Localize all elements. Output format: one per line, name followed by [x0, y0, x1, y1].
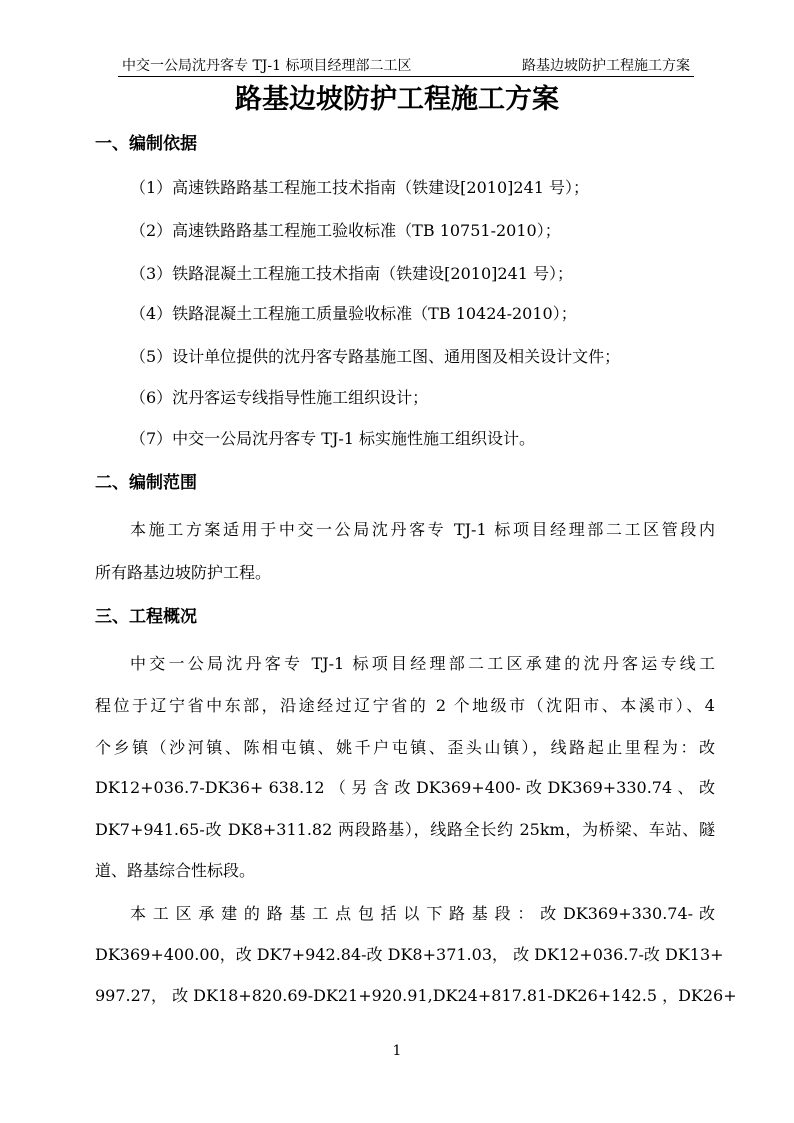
overview-line: 道、路基综合性标段。 — [95, 861, 256, 880]
overview-line: DK7+941.65-改 DK8+311.82 两段路基），线路全长约 25km，为桥梁、车站、隧 — [95, 820, 715, 839]
basis-item: （7）中交一公局沈丹客专 TJ-1 标实施性施工组织设计。 — [130, 429, 536, 448]
basis-item: （3）铁路混凝土工程施工技术指南（铁建设[2010]241 号）； — [130, 264, 574, 283]
document-title: 路基边坡防护工程施工方案 — [235, 84, 559, 115]
basis-item: （6）沈丹客运专线指导性施工组织设计； — [130, 388, 429, 407]
overview-line: DK12+036.7-DK36+ 638.12 （ 另 含 改 DK369+400- 改 DK369+330.74 、 改 — [95, 778, 715, 797]
overview-line: DK369+400.00，改 DK7+942.84-改 DK8+371.03， 改 DK12+036.7-改 DK13+ — [95, 945, 724, 964]
basis-item: （1）高速铁路路基工程施工技术指南（铁建设[2010]241 号）； — [130, 178, 590, 197]
scope-line: 所有路基边坡防护工程。 — [95, 563, 272, 582]
basis-item: （2）高速铁路路基工程施工验收标准（TB 10751-2010）； — [130, 221, 561, 240]
page-header — [118, 56, 694, 77]
section-heading-overview: 三、工程概况 — [95, 607, 197, 627]
section-heading-scope: 二、编制范围 — [95, 473, 197, 493]
section-heading-basis: 一、编制依据 — [95, 134, 197, 154]
overview-line: 中交一公局沈丹客专 TJ-1 标项目经理部二工区承建的沈丹客运专线工 — [130, 654, 715, 673]
overview-line: 本 工 区 承 建 的 路 基 工 点 包 括 以 下 路 基 段 ： 改 DK369+330.74- 改 — [130, 904, 715, 923]
scope-line: 本施工方案适用于中交一公局沈丹客专 TJ-1 标项目经理部二工区管段内 — [130, 520, 715, 539]
overview-line: 个乡镇（沙河镇、陈相屯镇、姚千户屯镇、歪头山镇），线路起止里程为：改 — [95, 738, 715, 757]
overview-line: 程位于辽宁省中东部，沿途经过辽宁省的 2 个地级市（沈阳市、本溪市）、4 — [95, 696, 715, 715]
overview-line: 997.27， 改 DK18+820.69-DK21+920.91,DK24+817.81-DK26+142.5 ，DK26+ — [95, 986, 737, 1005]
header-right-text: 路基边坡防护工程施工方案 — [522, 58, 690, 74]
page-number: 1 — [392, 1043, 402, 1059]
header-left-text: 中交一公局沈丹客专 TJ-1 标项目经理部二工区 — [122, 58, 412, 74]
basis-item: （5）设计单位提供的沈丹客专路基施工图、通用图及相关设计文件； — [130, 347, 621, 366]
basis-item: （4）铁路混凝土工程施工质量验收标准（TB 10424-2010）； — [130, 304, 577, 323]
